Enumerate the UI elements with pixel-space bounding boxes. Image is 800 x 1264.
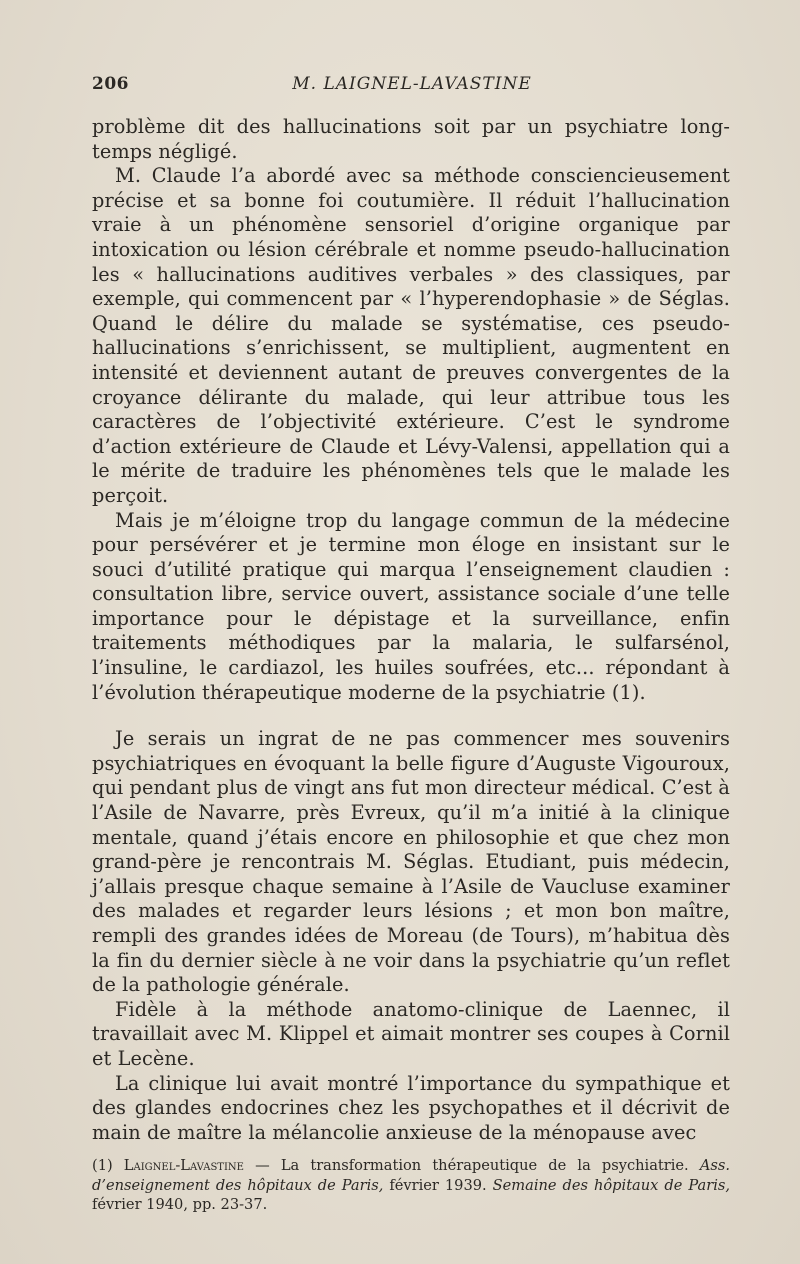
footnote (92, 1156, 730, 1215)
footnote-journal-2: Semaine des hôpitaux de Paris, (492, 1176, 730, 1194)
paragraph-continued: problème dit des hallucinations soit par un psychiatre long-temps négligé. (92, 115, 730, 163)
footnote-date-2: février 1940, pp. 23-37. (92, 1196, 268, 1213)
page-header (92, 74, 732, 100)
footnote-marker: (1) (92, 1157, 124, 1174)
running-title: M. LAIGNEL-LAVASTINE (292, 74, 532, 94)
footnote-date-1: février 1939. (383, 1176, 493, 1194)
paragraph-claude-teaching: Mais je m’éloigne trop du langage commun de la médecine pour persévérer et je termine mon éloge en insistant sur le souci d’utilité pratique qui marqua l’enseignement claudien : consultation libre, service ouvert, assistance sociale d’une telle importance pour le dépistage et la surveillance, enfin traitements méthodiques par la malaria, le sulfarsénol, l’insuline, le cardiazol, les huiles soufrées, etc... répondant à l’évolution thérapeutique moderne de la psychiatrie (1). (92, 508, 730, 704)
paragraph-laennec-method: Fidèle à la méthode anatomo-clinique de Laennec, il travaillait avec M. Klippel et aimait montrer ses coupes à Cornil et Lecène. (92, 997, 730, 1070)
footnote-author: Laignel-Lavastine (123, 1157, 244, 1174)
paragraph-clinique: La clinique lui avait montré l’importance du sympathique et des glandes endocrines chez les psychopathes et il décrivit de main de maître la mélancolie anxieuse de la ménopause avec (92, 1071, 730, 1144)
body-text (92, 115, 730, 1145)
footnote-separator: — La transformation thérapeutique de la psychiatrie. (243, 1157, 700, 1174)
footnote-journal-1: Ass. d’enseignement des hôpitaux de Paris, (92, 1157, 730, 1194)
paragraph-vigouroux: Je serais un ingrat de ne pas commencer mes souvenirs psychiatriques en évoquant la belle figure d’Auguste Vigouroux, qui pendant plus de vingt ans fut mon directeur médical. C’est à l’Asile de Navarre, près Evreux, qu’il m’a initié à la clinique mentale, quand j’étais encore en philosophie et que chez mon grand-père je rencontrais M. Séglas. Etudiant, puis médecin, j’allais presque chaque semaine à l’Asile de Vaucluse examiner des malades et regarder leurs lésions ; et mon bon maître, rempli des grandes idées de Moreau (de Tours), m’habitua dès la fin du dernier siècle à ne voir dans la psychiatrie qu’un reflet de la pathologie générale. (92, 727, 730, 997)
page-number: 206 (92, 74, 129, 94)
paragraph-claude-method: M. Claude l’a abordé avec sa méthode consciencieusement précise et sa bonne foi coutumière. Il réduit l’hallucination vraie à un phénomène sensoriel d’origine organique par intoxication ou lésion cérébrale et nomme pseudo-hallucination les « hallucinations auditives verbales » des classiques, par exemple, qui commencent par « l’hyperendophasie » de Séglas. Quand le délire du malade se systématise, ces pseudo-hallucinations s’enrichissent, se multiplient, augmentent en intensité et deviennent autant de preuves convergentes de la croyance délirante du malade, qui leur attribue tous les caractères de l’objectivité extérieure. C’est le syndrome d’action extérieure de Claude et Lévy-Valensi, appellation qui a le mérite de traduire les phénomènes tels que le malade les perçoit. (92, 164, 730, 507)
